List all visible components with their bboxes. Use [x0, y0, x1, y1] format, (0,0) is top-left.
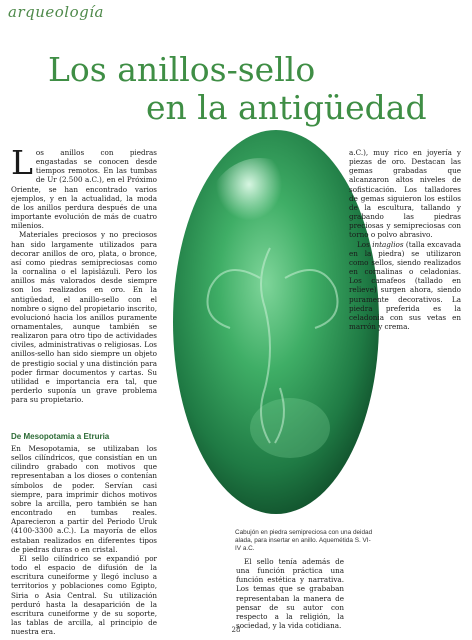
col1b-paragraph-1: En Mesopotamia, se utilizaban los sellos cilíndricos, que consistían en un cilindro grabado con motivos que representaban a los dioses o contenían símbolos de poder. Servían casi siempre, para imprimir dichos motivos sobre la arcilla, pero también se han encontrado en tumbas reales. Aparecieron a partir del Periodo Uruk (4100-3300 a.C.). La mayoría de ellos estaban realizados en diferentes tipos de piedras duras o en cristal.: [11, 444, 157, 554]
col1b-paragraph-2: El sello cilíndrico se expandió por todo el espacio de difusión de la escritura cuneiforme y llegó incluso a territorios y poblaciones como Egipto, Siria o Asia Central. Su utilización perduró hasta la desaparición de la escritura cuneiforme y de su soporte, las tablas de arcilla, al principio de nuestra era.: [11, 553, 157, 637]
col3-p2-pre: Los: [357, 239, 373, 249]
col3-paragraph-1: a.C.), muy rico en joyería y piezas de oro. Destacan las gemas grabadas que alcanzaron altos niveles de sofisticación. Los talladores de gemas siguieron los estilos de la escultura, tallando y grabando las piedras preciosas y semipreciosas con torno o polvo abrasivo.: [349, 148, 461, 240]
column-1-bottom: [11, 432, 157, 636]
col3-paragraph-2: (talla excavada en la piedra) se utilizaron como sellos, siendo realizados en cornalinas o celadonias. Los camafeos (tallado en relieve) surgen ahora, siendo puramente decorativos. La piedra preferida es la celadonia con sus vetas en marrón y crema.: [349, 239, 462, 331]
column-1-top: [11, 148, 157, 428]
page-number: 28: [231, 626, 241, 634]
col1-paragraph-2: Materiales preciosos y no preciosos han sido largamente utilizados para decorar anillos de oro, plata, o bronce, así como piedras semipreciosas como la cornalina o el lapislázuli. Pero los anillos más valorados desde siempre son los realizados en oro. En la antigüedad, el anillo-sello con el nombre o signo del propietario inscrito, evolucionó hacia los anillos puramente ornamentales, aunque también se realizaron para otro tipo de actividades civiles, administrativas o religiosas. Los anillos-sello han sido siempre un objeto de prestigio social y una distinción para poder firmar documentos y cartas. Su utilidad e importancia era tal, que perderlo suponía un grave problema para su propietario.: [11, 230, 157, 405]
title-line-1: Los anillos-sello: [48, 50, 316, 89]
image-caption: Cabujón en piedra semipreciosa con una deidad alada, para insertar en anillo. Aquemétida S. VI-IV a.C.: [235, 529, 373, 552]
col3-p2-italic: intaglios: [372, 239, 404, 249]
subheading-mesopotamia: De Mesopotamia a Etruria: [11, 432, 110, 441]
section-label: arqueología: [8, 3, 104, 21]
title-line-2: en la antigüedad: [146, 88, 427, 127]
drop-cap: L: [11, 148, 33, 182]
column-2: [236, 557, 344, 630]
col2-paragraph-1: El sello tenía además de una función práctica una función estética y narrativa. Los temas que se grababan representaban la manera de pensar de su autor con respecto a la religión, la sociedad, y la vida cotidiana.: [236, 557, 344, 631]
col1-paragraph-1: os anillos con piedras engastadas se conocen desde tiempos remotos. En las tumbas de Ur (2.500 a.C.), en el Próximo Oriente, se han encontrado varios ejemplos, y en la actualidad, la moda de los anillos perdura después de una importante evolución de más de cuatro milenios.: [11, 148, 157, 231]
column-3-top: [349, 148, 461, 331]
